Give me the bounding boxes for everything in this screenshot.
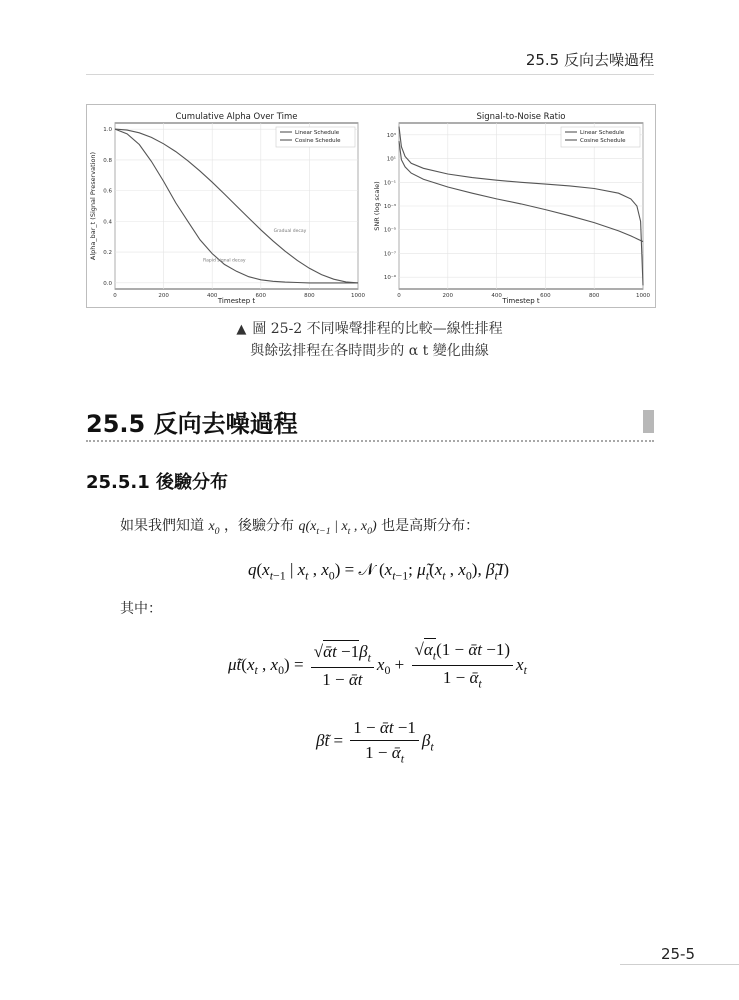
- para1-part-c: 也是高斯分布：: [381, 518, 480, 534]
- chart-0-x-tick-label: 600: [255, 293, 267, 299]
- chart-1-x-tick-label: 1000: [636, 293, 650, 299]
- section-divider: [86, 440, 654, 442]
- chart-1-x-tick-label: 0: [397, 293, 401, 299]
- chart-1-y-tick-label: 10⁻⁹: [383, 275, 396, 282]
- math-posterior: $q(x_{t-1}$ | $x_t$ , $x_0$): [298, 519, 377, 537]
- section-marker-bar: [643, 410, 654, 433]
- page-number-rule: [620, 964, 739, 965]
- chart-1-legend-label-1: Cosine Schedule: [580, 138, 626, 144]
- chart-0-x-tick-label: 400: [206, 293, 218, 299]
- running-title: 25.5 反向去噪過程: [525, 51, 654, 69]
- subsection-title: 25.5.1 後驗分布: [86, 472, 229, 493]
- para1-part-a: 如果我們知道: [120, 518, 204, 534]
- chart-0-y-tick-label: 0.4: [103, 219, 112, 226]
- equation-posterior-mean: $\mũt(x_t$ , $x_0$) = $\frac{√ᾱt -1\beta_t}{\text{1 − ᾱt}}$ $x_0$ + $\frac{√\alpha_t(1 - ᾱt -1)}{1 - ᾱ_t}$ $x_t$: [228, 640, 527, 691]
- chart-0-legend-label-0: Linear Schedule: [295, 130, 340, 136]
- chart-0-x-tick-label: 200: [158, 293, 169, 299]
- math-x0: $x_0$: [208, 519, 220, 537]
- para1-part-b: ，後驗分布: [224, 518, 295, 534]
- chart-1-x-tick-label: 600: [540, 293, 551, 299]
- figure-svg: [87, 105, 655, 307]
- chart-0-y-tick-label: 1.0: [103, 127, 112, 134]
- chart-0-xlabel: Timestep t: [217, 297, 256, 305]
- chart-1-x-tick-label: 200: [442, 293, 454, 299]
- chart-0-y-tick-label: 0.0: [103, 280, 112, 287]
- chart-0-y-tick-label: 0.6: [103, 188, 112, 195]
- chart-0-ylabel: Alpha_bar_t (Signal Preservation): [89, 151, 97, 261]
- figure-caption-line1: [0, 318, 739, 338]
- running-header: [86, 44, 654, 75]
- chart-1-x-tick-label: 400: [491, 293, 502, 299]
- figure-caption-line2: 與餘弦排程在各時間步的 α t 變化曲線: [250, 343, 489, 359]
- chart-1-y-tick-label: 10¹: [386, 156, 396, 163]
- page-number: 25-5: [660, 945, 695, 963]
- chart-0-x-tick-label: 1000: [351, 293, 365, 299]
- paragraph-where: 其中：: [120, 601, 162, 617]
- chart-1-y-tick-label: 10⁻¹: [383, 180, 396, 187]
- chart-1-xlabel: Timestep t: [502, 297, 540, 305]
- chart-1-title: Signal-to-Noise Ratio: [476, 112, 566, 122]
- chart-1-y-tick-label: 10⁻⁵: [383, 227, 396, 234]
- chart-0-x-tick-label: 0: [113, 293, 117, 299]
- chart-1-legend-label-0: Linear Schedule: [580, 130, 625, 136]
- chart-0-y-tick-label: 0.2: [103, 250, 112, 257]
- chart-1-y-tick-label: 10³: [386, 132, 396, 139]
- chart-1-ylabel: SNR (log scale): [373, 181, 381, 231]
- paragraph-posterior: [120, 515, 479, 537]
- chart-1-y-tick-label: 10⁻³: [383, 204, 396, 210]
- chart-1-x-tick-label: 800: [588, 293, 600, 299]
- chart-0-annotation-1: Rapid signal decay: [203, 258, 246, 264]
- chart-0-legend-label-1: Cosine Schedule: [295, 138, 341, 144]
- chart-0-annotation-0: Gradual decay: [273, 229, 307, 235]
- equation-posterior-variance: β̃t = $\frac{\text{1 − ᾱt −1}}{1 - ᾱ_t}$ $\beta_t$: [316, 718, 434, 766]
- caption-line1-text: 圖 25-2 不同噪聲排程的比較—線性排程: [252, 321, 503, 337]
- chart-0-title: Cumulative Alpha Over Time: [175, 112, 298, 122]
- equation-posterior-gaussian: $q(x_{t-1}$ | $x_t$ , $x_0$) = 𝒩 ($x_{t-1}$; $\mũ_t(x_t$ , $x_0$), $\betã_tI$): [248, 560, 510, 583]
- caption-triangle-icon: ▲: [236, 322, 247, 337]
- chart-1-y-tick-label: 10⁻⁷: [383, 251, 396, 258]
- chart-0-y-tick-label: 0.8: [103, 157, 112, 164]
- figure-noise-schedules: [86, 104, 656, 308]
- chart-0-x-tick-label: 800: [304, 293, 315, 299]
- section-title: 25.5 反向去噪過程: [86, 410, 298, 438]
